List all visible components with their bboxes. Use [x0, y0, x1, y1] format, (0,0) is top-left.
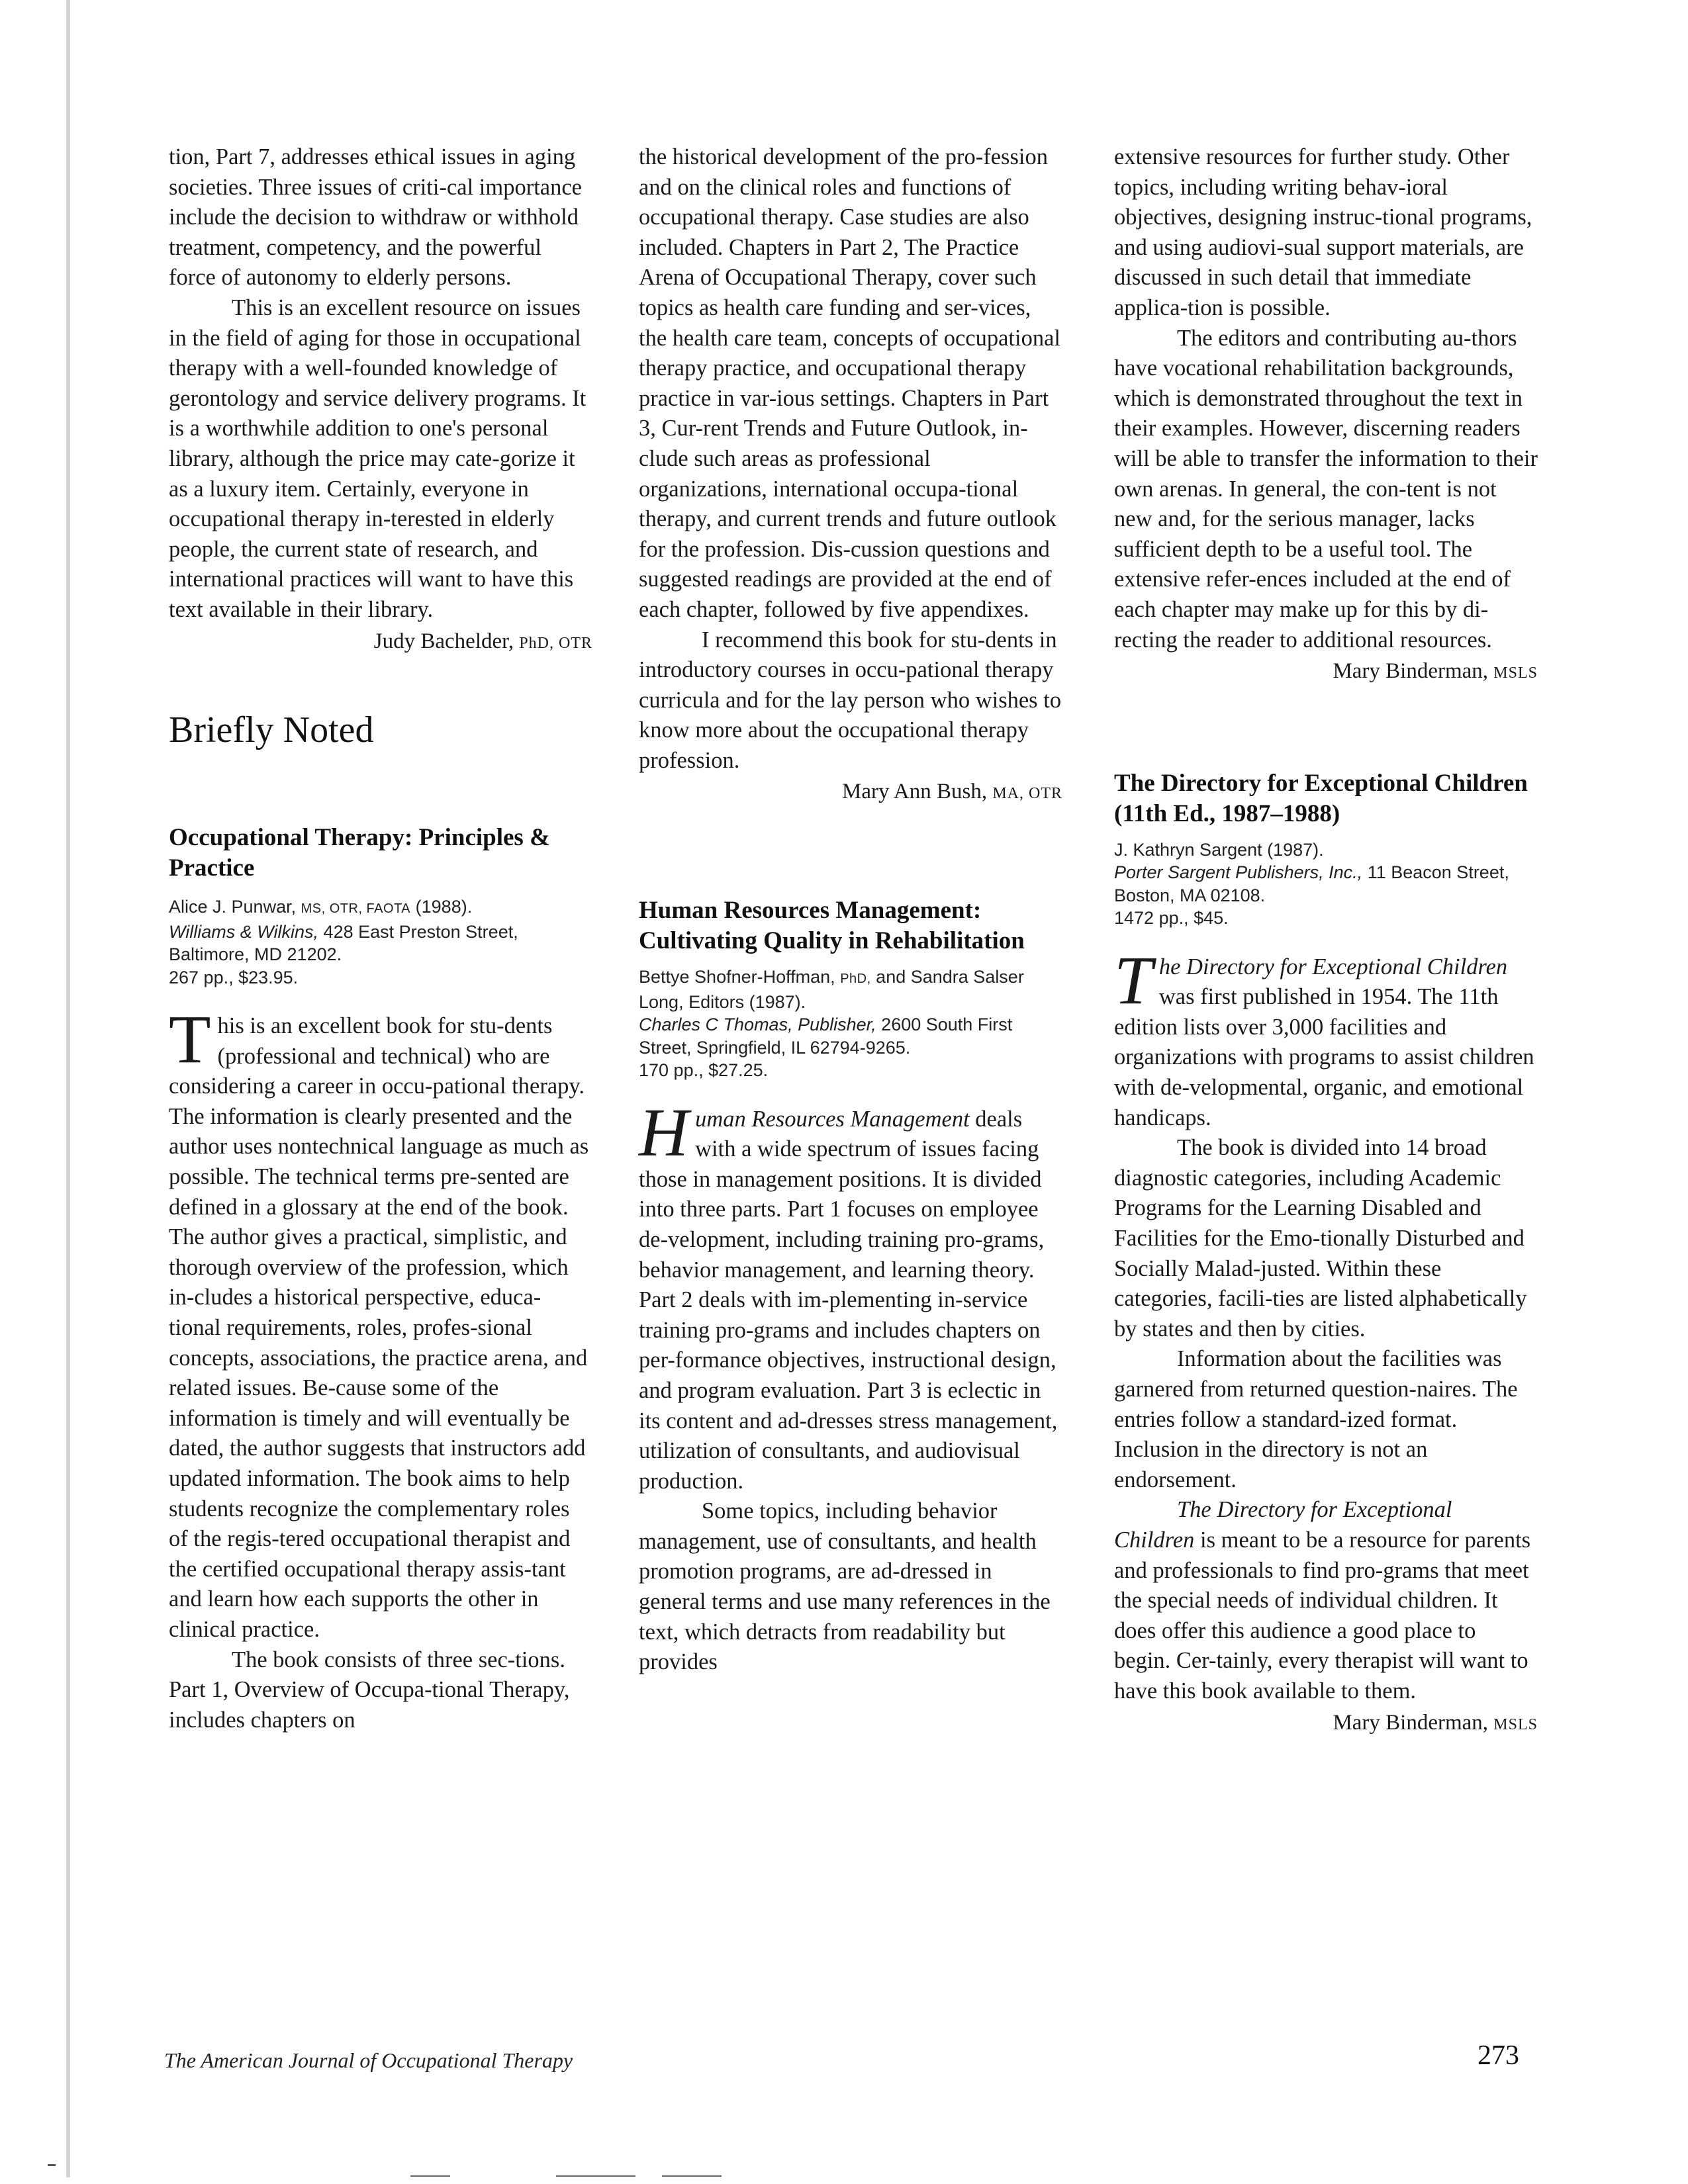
- drop-cap: H: [639, 1094, 689, 1171]
- reviewer-name: Mary Binderman,: [1333, 659, 1489, 684]
- citation-publisher: Williams & Wilkins,: [169, 921, 319, 942]
- book-title: Occupational Therapy: Principles & Practice: [169, 824, 550, 882]
- book-citation: [639, 966, 1062, 1082]
- drop-cap: T: [1114, 942, 1152, 1019]
- book-title-inline: he Directory for Exceptional Children: [1158, 954, 1508, 979]
- reviewer-credentials: MSLS: [1493, 1715, 1538, 1733]
- column-2: [639, 142, 1062, 1678]
- column-1: [169, 142, 592, 1735]
- reviewer-credentials: MA, OTR: [992, 785, 1062, 803]
- review-signature: [1114, 1708, 1538, 1741]
- column-3: [1114, 142, 1538, 1740]
- col2-paragraph-3: [639, 1094, 1062, 1497]
- review-signature: [639, 777, 1062, 809]
- col3-paragraph-3-text: was first published in 1954. The 11th edition lists over 3,000 facilities and organizations with programs to assist children with de-velopmental, organic, and emotional handicaps.: [1114, 984, 1534, 1130]
- reviewer-name: Judy Bachelder,: [373, 629, 514, 653]
- citation-pages-price: 1472 pp., $45.: [1114, 908, 1229, 929]
- review-signature: [169, 627, 592, 659]
- citation-publisher: Charles C Thomas, Publisher,: [639, 1015, 876, 1035]
- citation-author: Bettye Shofner-Hoffman,: [639, 967, 835, 987]
- col2-paragraph-4: Some topics, including behavior management, use of consultants, and health promotion programs, are ad-dressed in general terms and use many references in the text, which detracts from readability but provides: [639, 1498, 1051, 1675]
- page-gutter-edge: [66, 0, 70, 2177]
- citation-author-credentials: PhD,: [840, 972, 871, 987]
- section-title: Briefly Noted: [169, 709, 374, 751]
- reviewer-credentials: MSLS: [1493, 664, 1538, 682]
- scan-artifact: [556, 2175, 635, 2177]
- book-title-inline: The Directory for Exceptional Children: [1114, 1497, 1452, 1553]
- citation-address: 11 Beacon Street, Boston, MA 02108.: [1114, 862, 1509, 905]
- citation-author-credentials: MS, OTR, FAOTA: [301, 901, 411, 917]
- citation-author: Alice J. Punwar,: [169, 897, 297, 917]
- citation-coauthor: and Sandra Salser Long, Editors (1987).: [639, 967, 1024, 1012]
- book-title: The Directory for Exceptional Children (11th Ed., 1987–1988): [1114, 769, 1528, 827]
- citation-address: 428 East Preston Street, Baltimore, MD 21202.: [169, 921, 518, 965]
- page-number: 273: [1477, 2040, 1519, 2071]
- book-title: Human Resources Management: Cultivating Quality in Rehabilitation: [639, 897, 1025, 955]
- col1-paragraph-3: [169, 1001, 592, 1645]
- book-title-inline: uman Resources Management: [695, 1106, 970, 1132]
- drop-cap: T: [169, 1001, 211, 1078]
- col3-paragraph-1: extensive resources for further study. Other topics, including writing behav-ioral objectives, designing instruc-tional programs, and using audiovi-sual support materials, are discussed in such detail that immediate applica-tion is possible.: [1114, 144, 1532, 320]
- col1-paragraph-3-text: his is an excellent book for stu-dents (professional and technical) who are considering a career in occu-pational therapy. The information is clearly presented and the author uses nontechnical language as much as possible. The technical terms pre-sented are defined in a glossary at the end of the book. The author gives a practical, simplistic, and thorough overview of the profession, which in-cludes a historical perspective, educa-tional requirements, roles, profes-sional concepts, associations, the practice arena, and related issues. Be-cause some of the information is timely and will eventually be dated, the author suggests that instructors add updated information. The book aims to help students recognize the complementary roles of the regis-tered occupational therapist and the certified occupational therapy assis-tant and learn how each supports the other in clinical practice.: [169, 1013, 589, 1642]
- scan-artifact: [410, 2175, 450, 2177]
- col1-paragraph-1: tion, Part 7, addresses ethical issues in aging societies. Three issues of criti-cal importance include the decision to withdraw or withhold treatment, competency, and the powerful force of autonomy to elderly persons.: [169, 144, 582, 291]
- book-citation: [1114, 839, 1538, 930]
- col3-paragraph-5: Information about the facilities was garnered from returned question-naires. The entries follow a standard-ized format. Inclusion in the directory is not an endorsement.: [1114, 1346, 1518, 1492]
- journal-title-footer: The American Journal of Occupational Therapy: [164, 2048, 573, 2072]
- scan-mark: [48, 2164, 56, 2166]
- scan-artifact: [662, 2175, 722, 2177]
- col1-paragraph-2: This is an excellent resource on issues in the field of aging for those in occupational therapy with a well-founded knowledge of gerontology and service delivery programs. It is a worthwhile addition to one's personal library, although the price may cate-gorize it as a luxury item. Certainly, everyone in occupational therapy in-terested in elderly people, the current state of research, and international practices will want to have this text available in their library.: [169, 295, 586, 622]
- col3-paragraph-4: The book is divided into 14 broad diagnostic categories, including Academic Programs for the Learning Disabled and Facilities for the Emo-tionally Disturbed and Socially Malad-justed. Within these categories, facili-ties are listed alphabetically by states and then by cities.: [1114, 1135, 1527, 1342]
- book-citation: [169, 895, 592, 989]
- col2-paragraph-3-text: deals with a wide spectrum of issues facing those in management positions. It is divided into three parts. Part 1 focuses on employee de-velopment, including training pro-grams, behavior management, and learning theory. Part 2 deals with im-plementing in-service training pro-grams and includes chapters on per-formance objectives, instructional design, and program evaluation. Part 3 is eclectic in its content and ad-dresses stress management, utilization of consultants, and audiovisual production.: [639, 1106, 1058, 1494]
- reviewer-credentials: PhD, OTR: [519, 634, 592, 652]
- citation-author: J. Kathryn Sargent (1987).: [1114, 839, 1324, 860]
- citation-pages-price: 267 pp., $23.95.: [169, 967, 299, 987]
- review-signature: [1114, 657, 1538, 689]
- col3-paragraph-3: [1114, 942, 1538, 1134]
- col3-paragraph-2: The editors and contributing au-thors have vocational rehabilitation backgrounds, which is demonstrated throughout the text in their examples. However, discerning readers will be able to transfer the information to their own arenas. In general, the con-tent is not new and, for the serious manager, lacks sufficient depth to be a useful tool. The extensive refer-ences included at the end of each chapter may make up for this by di-recting the reader to additional resources.: [1114, 325, 1538, 653]
- col2-paragraph-2: I recommend this book for stu-dents in introductory courses in occu-pational therapy curricula and for the lay person who wishes to know more about the occupational therapy profession.: [639, 627, 1062, 773]
- citation-pages-price: 170 pp., $27.25.: [639, 1060, 769, 1081]
- citation-address: 2600 South First Street, Springfield, IL 62794-9265.: [639, 1015, 1013, 1058]
- col3-paragraph-6-text: is meant to be a resource for parents and professionals to find pro-grams that meet the special needs of individual children. It does offer this audience a good place to begin. Cer-tainly, every therapist will want to have this book available to them.: [1114, 1527, 1531, 1704]
- col3-paragraph-6: [1114, 1495, 1538, 1706]
- reviewer-name: Mary Ann Bush,: [841, 780, 988, 804]
- reviewer-name: Mary Binderman,: [1333, 1710, 1489, 1735]
- col2-paragraph-1: the historical development of the pro-fession and on the clinical roles and functions of occupational therapy. Case studies are also included. Chapters in Part 2, The Practice Arena of Occupational Therapy, cover such topics as health care funding and ser-vices, the health care team, concepts of occupational therapy practice, and occupational therapy practice in var-ious settings. Chapters in Part 3, Cur-rent Trends and Future Outlook, in-clude such areas as professional organizations, international occupa-tional therapy, and current trends and future outlook for the profession. Dis-cussion questions and suggested readings are provided at the end of each chapter, followed by five appendixes.: [639, 144, 1060, 622]
- col1-paragraph-4: The book consists of three sec-tions. Part 1, Overview of Occupa-tional Therapy, includes chapters on: [169, 1647, 570, 1733]
- citation-year: (1988).: [415, 897, 473, 917]
- citation-publisher: Porter Sargent Publishers, Inc.,: [1114, 862, 1363, 883]
